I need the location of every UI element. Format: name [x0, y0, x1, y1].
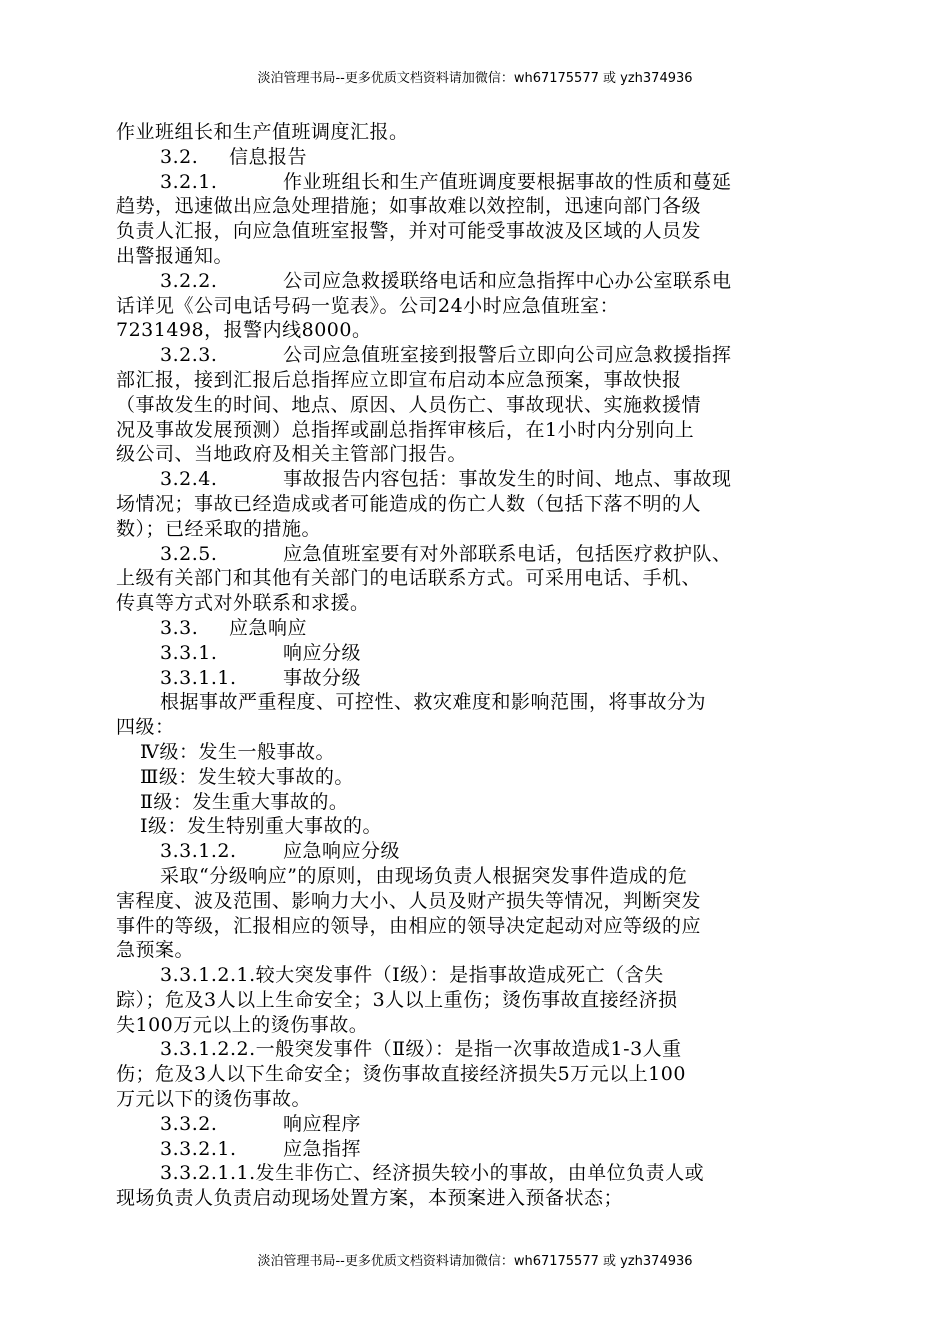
section-number: 3.3.1.	[160, 641, 218, 664]
text-line: 上级有关部门和其他有关部门的电话联系方式。可采用电话、手机、	[116, 567, 702, 590]
text-line: 作业班组长和生产值班调度汇报。	[116, 121, 409, 143]
section-heading-3-3	[116, 616, 836, 641]
text-line: 部汇报，接到汇报后总指挥应立即宣布启动本应急预案，事故快报	[116, 368, 682, 391]
text-line: 事件的等级，汇报相应的领导，由相应的领导决定起动对应等级的应	[116, 914, 702, 937]
level-item-1: Ⅰ级：发生特别重大事故的。	[140, 815, 383, 838]
section-number: 3.3.1.1.	[160, 666, 237, 689]
section-number: 3.2.3.	[160, 344, 218, 367]
text-line: 失100万元以上的烫伤事故。	[116, 1013, 369, 1036]
section-number: 3.2.4.	[160, 468, 218, 491]
text-line: 3.3.2.1.1.发生非伤亡、经济损失较小的事故，由单位负责人或	[160, 1162, 705, 1185]
page-footer: 淡泊管理书局--更多优质文档资料请加微信：wh67175577 或 yzh374936	[257, 1254, 693, 1269]
section-title: 事故分级	[283, 666, 362, 689]
paragraph-3-2-5-start	[116, 542, 836, 567]
section-number: 3.3.2.	[160, 1112, 218, 1135]
section-title: 信息报告	[229, 145, 308, 168]
text-line: 级公司、当地政府及相关主管部门报告。	[116, 443, 468, 466]
text-line: 数）；已经采取的措施。	[116, 517, 322, 540]
level-item-3: Ⅲ级：发生较大事故的。	[140, 765, 354, 788]
text-line: 根据事故严重程度、可控性、救灾难度和影响范围，将事故分为	[160, 691, 707, 714]
text-line: 作业班组长和生产值班调度要根据事故的性质和蔓延	[283, 170, 732, 193]
level-item-2: Ⅱ级：发生重大事故的。	[140, 790, 349, 813]
text-line: 事故报告内容包括：事故发生的时间、地点、事故现	[283, 468, 732, 491]
paragraph-3-2-4-start	[116, 467, 836, 492]
section-number: 3.3.2.1.	[160, 1137, 237, 1160]
text-line: 3.3.1.2.1.较大突发事件（Ⅰ级）：是指事故造成死亡（含失	[160, 964, 664, 987]
text-line: 公司应急救援联络电话和应急指挥中心办公室联系电	[283, 269, 732, 292]
text-line: 现场负责人负责启动现场处置方案，本预案进入预备状态；	[116, 1187, 624, 1210]
text-line: （事故发生的时间、地点、原因、人员伤亡、事故现状、实施救援情	[116, 393, 702, 416]
section-number: 3.2.5.	[160, 542, 218, 565]
text-line: 伤；危及3人以下生命安全；烫伤事故直接经济损失5万元以上100	[116, 1063, 686, 1086]
section-number: 3.3.1.2.	[160, 840, 237, 863]
text-line: 出警报通知。	[116, 244, 234, 267]
text-line: 踪）；危及3人以上生命安全；3人以上重伤；烫伤事故直接经济损	[116, 988, 678, 1011]
text-line: 公司应急值班室接到报警后立即向公司应急救援指挥	[283, 344, 732, 367]
level-item-4: Ⅳ级：发生一般事故。	[140, 740, 335, 763]
text-line: 负责人汇报，向应急值班室报警，并对可能受事故波及区域的人员发	[116, 220, 702, 243]
text-line: 况及事故发展预测）总指挥或副总指挥审核后，在1小时内分别向上	[116, 418, 695, 441]
text-line: 场情况；事故已经造成或者可能造成的伤亡人数（包括下落不明的人	[116, 492, 702, 515]
section-number: 3.2.	[160, 145, 199, 168]
section-heading-3-3-1-1	[116, 666, 836, 691]
section-number: 3.3.	[160, 616, 199, 639]
document-body	[116, 120, 836, 1211]
section-title: 响应分级	[283, 641, 362, 664]
section-heading-3-3-1-2	[116, 839, 836, 864]
text-line: 害程度、波及范围、影响力大小、人员及财产损失等情况，判断突发	[116, 889, 702, 912]
text-line: 话详见《公司电话号码一览表》。公司24小时应急值班室：	[116, 294, 620, 317]
text-line: 应急值班室要有对外部联系电话，包括医疗救护队、	[283, 542, 732, 565]
text-line: 趋势，迅速做出应急处理措施；如事故难以效控制，迅速向部门各级	[116, 195, 702, 218]
paragraph-3-2-2-start	[116, 269, 836, 294]
section-heading-3-3-2	[116, 1112, 836, 1137]
section-title: 应急指挥	[283, 1137, 362, 1160]
text-line: 7231498，报警内线8000。	[116, 319, 372, 342]
section-heading-3-2	[116, 145, 836, 170]
section-title: 应急响应分级	[283, 840, 401, 863]
section-title: 应急响应	[229, 616, 308, 639]
paragraph-3-2-1-start	[116, 170, 836, 195]
text-line: 万元以下的烫伤事故。	[116, 1088, 312, 1111]
section-number: 3.2.1.	[160, 170, 218, 193]
section-title: 响应程序	[283, 1112, 362, 1135]
text-line: 3.3.1.2.2.一般突发事件（Ⅱ级）：是指一次事故造成1-3人重	[160, 1038, 682, 1061]
paragraph-3-2-3-start	[116, 343, 836, 368]
section-heading-3-3-2-1	[116, 1137, 836, 1162]
text-line: 采取“分级响应”的原则，由现场负责人根据突发事件造成的危	[160, 864, 688, 887]
text-line: 急预案。	[116, 939, 195, 962]
text-line: 四级：	[116, 716, 175, 739]
section-number: 3.2.2.	[160, 269, 218, 292]
text-line: 传真等方式对外联系和求援。	[116, 592, 370, 615]
page-header: 淡泊管理书局--更多优质文档资料请加微信：wh67175577 或 yzh374936	[257, 71, 693, 86]
section-heading-3-3-1	[116, 641, 836, 666]
